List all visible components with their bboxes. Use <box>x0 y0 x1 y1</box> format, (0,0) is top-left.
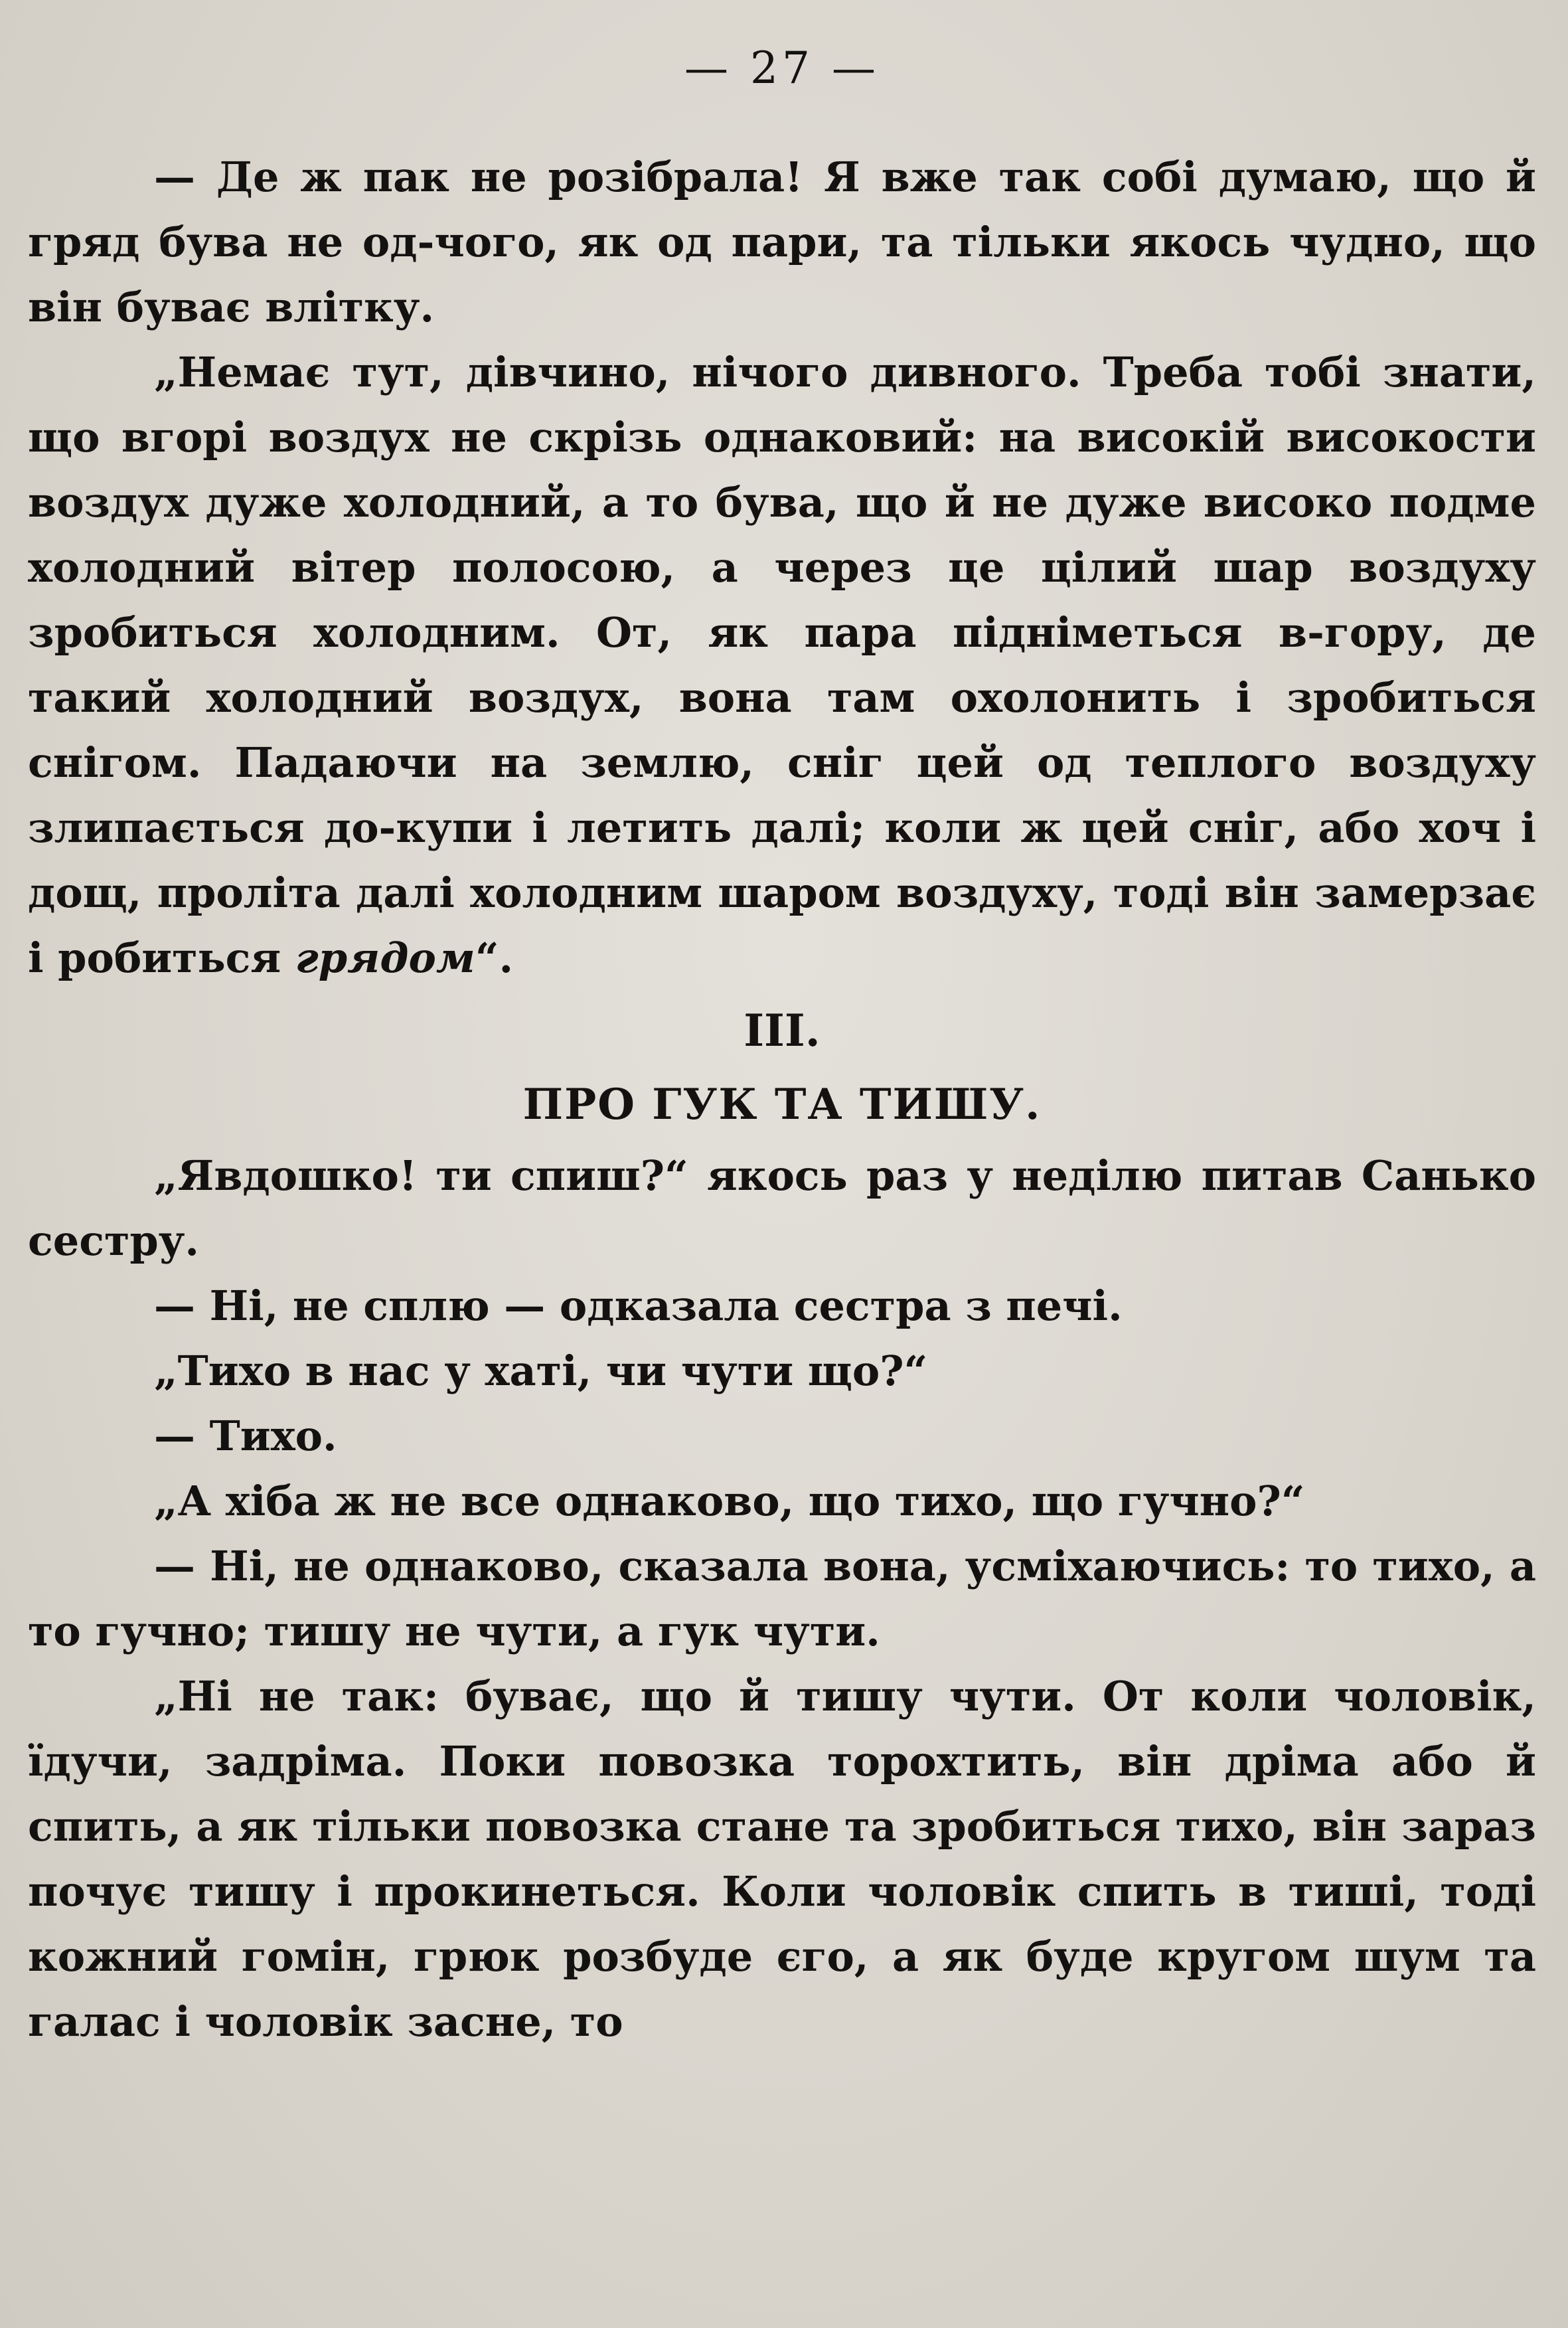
paragraph: „Тихо в нас у хаті, чи чути що?“ <box>154 1347 928 1395</box>
section-title: ПРО ГУК ТА ТИШУ. <box>522 1080 1042 1129</box>
paragraph: „А хіба ж не все однаково, що тихо, що гучно?“ <box>154 1477 1305 1525</box>
paragraph: — Ні, не однаково, сказала вона, усміхаючись: то тихо, а то гучно; тишу не чути, а гук чути. <box>28 1542 1536 1655</box>
page-number: — 27 — <box>684 42 880 94</box>
paragraph: — Тихо. <box>154 1412 337 1460</box>
paragraph: — Де ж пак не розібрала! Я вже так собі думаю, що й гряд бува не од-чого, як од пари, та тільки якось чудно, що він буває влітку. <box>28 153 1536 331</box>
emphasized-word: грядом <box>295 934 475 982</box>
paragraph: „Ні не так: буває, що й тишу чути. От коли чоловік, їдучи, задріма. Поки повозка торохтить, він дріма або й спить, а як тільки повозка стане та зробиться тихо, він зараз почує тишу і прокинеться. Коли чоловік спить в тиші, тоді кожний гомін, грюк розбуде єго, а як буде кругом шум та галас і чоловік засне, то <box>28 1672 1536 2046</box>
page-body <box>28 145 1536 2054</box>
paragraph: — Ні, не сплю — одказала сестра з печі. <box>154 1282 1123 1330</box>
section-numeral: III. <box>744 1005 821 1056</box>
paragraph-ending: “. <box>475 934 514 982</box>
paragraph <box>28 340 1536 991</box>
paragraph-text: „Немає тут, дівчино, нічого дивного. Треба тобі знати, що вгорі воздух не скрізь однаковий: на високій високости воздух дуже холодний, а то бува, що й не дуже високо подме холодний вітер полосою, а через це цілий шар воздуху зробиться холодним. От, як пара підніметься в-гору, де такий холодний воздух, вона там охолонить і зробиться снігом. Падаючи на землю, сніг цей од теплого воздуху злипається до-купи і летить далі; коли ж цей сніг, або хоч і дощ, проліта далі холодним шаром воздуху, тоді він замерзає і робиться <box>28 348 1536 982</box>
paragraph: „Явдошко! ти спиш?“ якось раз у неділю питав Санько сестру. <box>28 1151 1536 1265</box>
